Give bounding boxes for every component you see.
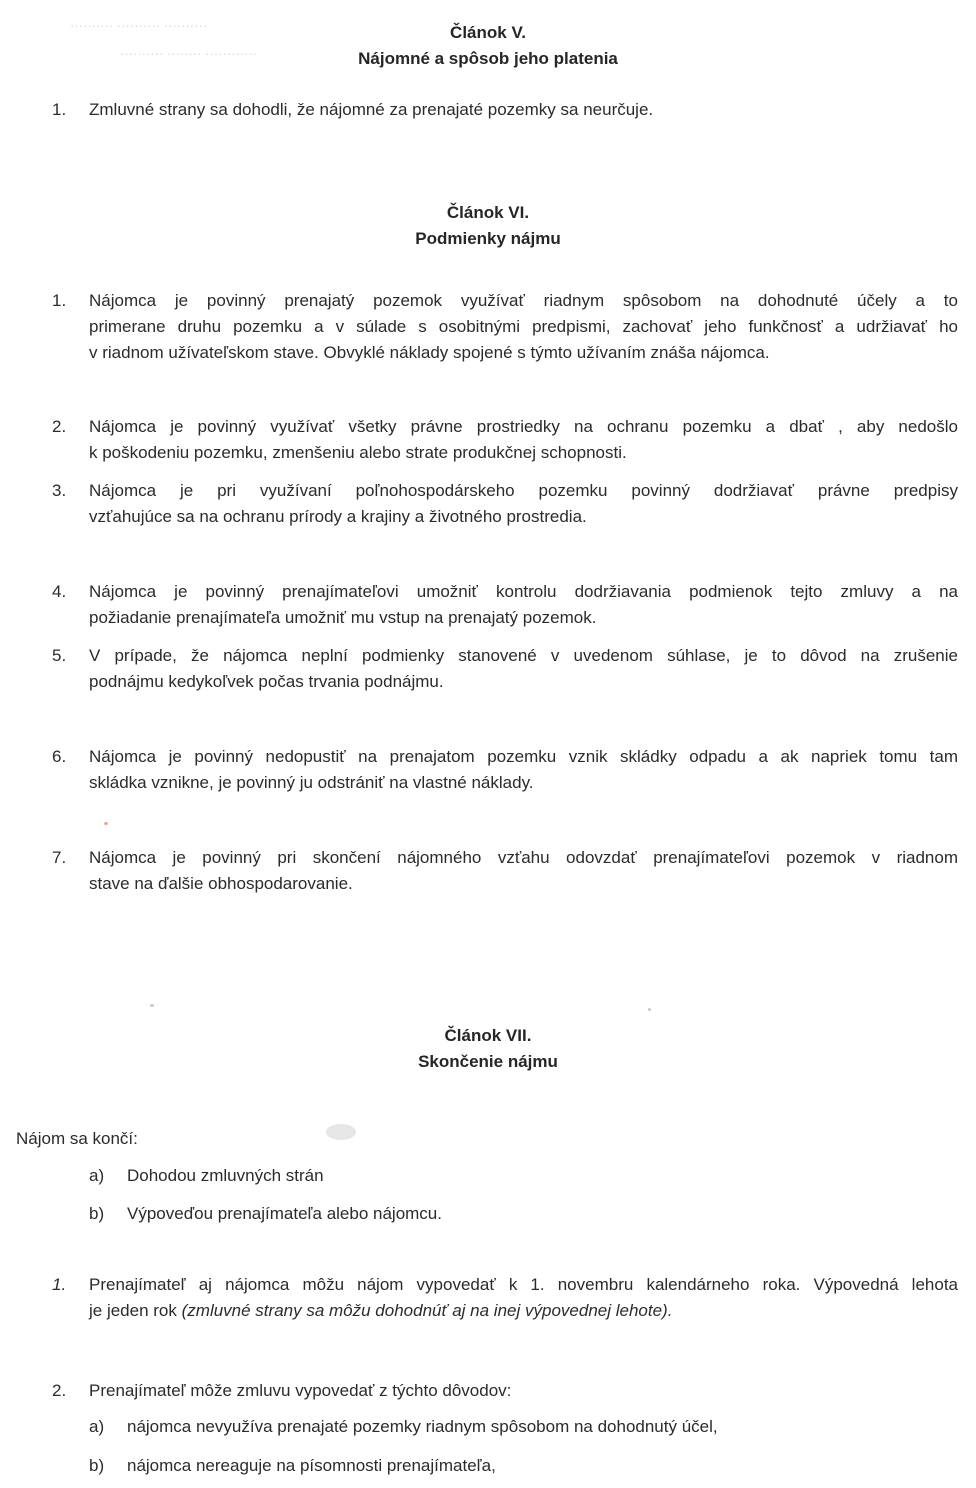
item-line: vzťahujúce sa na ochranu prírody a krajiny a životného prostredia. xyxy=(89,507,587,526)
item-line: skládka vznikne, je povinný ju odstrániť na vlastné náklady. xyxy=(89,773,534,792)
item-number: 1. xyxy=(52,1275,67,1294)
item-line: požiadanie prenajímateľa umožniť mu vstup na prenajatý pozemok. xyxy=(89,608,597,627)
paper-speck xyxy=(150,1004,154,1007)
article-5-title: Článok V. xyxy=(450,23,526,42)
termination-option-a xyxy=(89,1163,324,1189)
termination-option-b xyxy=(89,1201,442,1227)
paper-smudge xyxy=(326,1124,356,1140)
item-line: primerane druhu pozemku a v súlade s osobitnými predpismi, zachovať jeho funkčnosť a udržiavať ho xyxy=(89,317,958,336)
item-line: Nájomca je povinný prenajímateľovi umožniť kontrolu dodržiavania podmienok tejto zmluvy a na xyxy=(89,582,958,601)
item-line-plain: je jeden rok xyxy=(89,1301,182,1320)
reason-text: nájomca nevyužíva prenajaté pozemky riadnym spôsobom na dohodnutý účel, xyxy=(127,1417,718,1436)
option-text: Výpoveďou prenajímateľa alebo nájomcu. xyxy=(127,1204,442,1223)
article-6-item-4 xyxy=(52,579,958,631)
item-line-italic: (zmluvné strany sa môžu dohodnúť aj na inej výpovednej lehote). xyxy=(181,1301,673,1320)
item-line: Nájomca je povinný pri skončení nájomného vzťahu odovzdať prenajímateľovi pozemok v riadnom xyxy=(89,848,958,867)
article-6-title: Článok VI. xyxy=(446,203,530,222)
option-text: Dohodou zmluvných strán xyxy=(127,1166,324,1185)
paper-speck xyxy=(648,1008,651,1011)
item-line: Nájomca je povinný nedopustiť na prenajatom pozemku vznik skládky odpadu a ak napriek tomu tam xyxy=(89,747,958,766)
item-number: 2. xyxy=(52,1381,67,1400)
article-6-item-1 xyxy=(52,288,958,366)
item-line xyxy=(89,1298,958,1324)
termination-intro: Nájom sa končí: xyxy=(16,1129,138,1148)
item-line: v riadnom užívateľskom stave. Obvyklé náklady spojené s týmto užívaním znáša nájomca. xyxy=(89,343,770,362)
article-5-heading xyxy=(0,20,976,72)
item-number: 1. xyxy=(52,291,67,310)
item-number: 5. xyxy=(52,646,67,665)
article-6-item-3 xyxy=(52,478,958,530)
item-line: Nájomca je povinný prenajatý pozemok využívať riadnym spôsobom na dohodnuté účely a to xyxy=(89,291,958,310)
article-7-item-2 xyxy=(52,1378,958,1404)
bleed-through-text: ·········· ·········· ·········· xyxy=(70,18,208,33)
reason-letter: b) xyxy=(89,1456,105,1475)
item-line: V prípade, že nájomca neplní podmienky stanovené v uvedenom súhlase, je to dôvod na zrušenie xyxy=(89,646,958,665)
article-5-subtitle: Nájomné a spôsob jeho platenia xyxy=(358,49,618,68)
item-number: 3. xyxy=(52,481,67,500)
bleed-through-text: ·········· ········ ············ xyxy=(120,46,258,61)
article-7-heading xyxy=(0,1023,976,1075)
article-6-item-2 xyxy=(52,414,958,466)
item-line: podnájmu kedykoľvek počas trvania podnájmu. xyxy=(89,672,444,691)
item-line: Nájomca je pri využívaní poľnohospodárskeho pozemku povinný dodržiavať právne predpisy xyxy=(89,481,958,500)
article-6-item-6 xyxy=(52,744,958,796)
article-7-title: Článok VII. xyxy=(444,1026,532,1045)
reason-b xyxy=(89,1453,496,1479)
article-6-item-7 xyxy=(52,845,958,897)
item-number: 4. xyxy=(52,582,67,601)
article-7-subtitle: Skončenie nájmu xyxy=(418,1052,558,1071)
item-line: Prenajímateľ aj nájomca môžu nájom vypovedať k 1. novembru kalendárneho roka. Výpovedná lehota xyxy=(89,1275,958,1294)
paper-speck xyxy=(104,822,108,825)
item-text: Prenajímateľ môže zmluvu vypovedať z týchto dôvodov: xyxy=(89,1381,512,1400)
article-6-heading xyxy=(0,200,976,252)
article-5-item-1 xyxy=(52,97,958,123)
item-text: Zmluvné strany sa dohodli, že nájomné za prenajaté pozemky sa neurčuje. xyxy=(89,100,654,119)
option-letter: b) xyxy=(89,1204,105,1223)
reason-a xyxy=(89,1414,718,1440)
article-6-subtitle: Podmienky nájmu xyxy=(415,229,561,248)
item-number: 7. xyxy=(52,848,67,867)
item-line: stave na ďalšie obhospodarovanie. xyxy=(89,874,353,893)
item-number: 2. xyxy=(52,417,67,436)
item-number: 6. xyxy=(52,747,67,766)
item-line: Nájomca je povinný využívať všetky právne prostriedky na ochranu pozemku a dbať , aby nedošlo xyxy=(89,417,958,436)
item-line: k poškodeniu pozemku, zmenšeniu alebo strate produkčnej schopnosti. xyxy=(89,443,627,462)
reason-letter: a) xyxy=(89,1417,105,1436)
reason-text: nájomca nereaguje na písomnosti prenajímateľa, xyxy=(127,1456,496,1475)
article-7-item-1 xyxy=(52,1272,958,1324)
article-6-item-5 xyxy=(52,643,958,695)
option-letter: a) xyxy=(89,1166,105,1185)
item-number: 1. xyxy=(52,100,67,119)
